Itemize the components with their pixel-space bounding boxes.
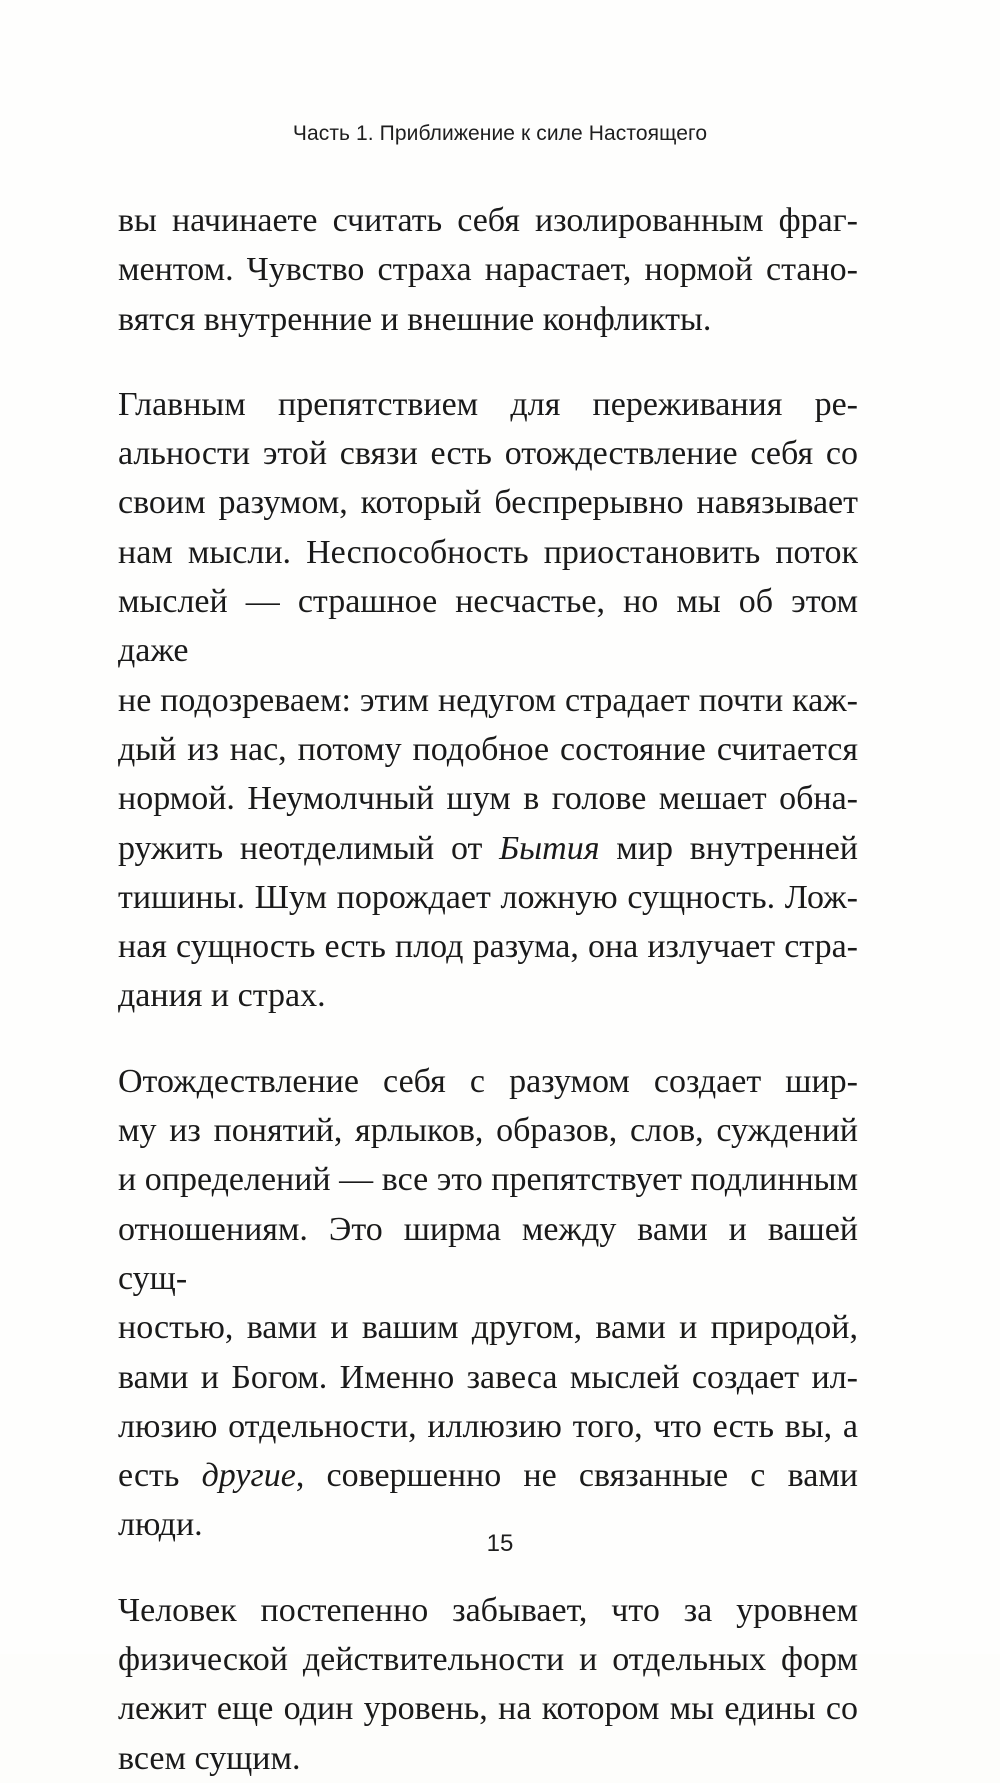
text-line: не подозреваем: этим недугом страдает почти каж- — [118, 681, 858, 719]
text-line: Отождествление себя с разумом создает шир- — [118, 1062, 858, 1100]
paragraph — [118, 380, 858, 1021]
running-header: Часть 1. Приближение к силе Настоящего — [292, 122, 708, 145]
text-line: физической действительности и отдельных форм — [118, 1641, 858, 1679]
text-line: ная сущность есть плод разума, она излучает стра- — [118, 928, 858, 966]
paragraph — [118, 196, 858, 344]
text-line: Главным препятствием для переживания ре- — [118, 385, 858, 423]
text-line: дый из нас, потому подобное состояние считается — [118, 730, 858, 768]
text-line: и определений — все это препятствует подлинным — [118, 1161, 858, 1199]
text-line: нам мысли. Неспособность приостановить поток — [118, 533, 858, 571]
text-line: му из понятий, ярлыков, образов, слов, суждений — [118, 1112, 858, 1150]
text-segment: , совершенно не связанные с вами люди. — [118, 1457, 858, 1544]
emphasis-text: другие — [201, 1457, 296, 1495]
text-line: вами и Богом. Именно завеса мыслей создает ил- — [118, 1358, 858, 1396]
text-line: своим разумом, который беспрерывно навязывает — [118, 484, 858, 522]
text-line: тишины. Шум порождает ложную сущность. Лож- — [118, 878, 858, 916]
text-line: вятся внутренние и внешние конфликты. — [118, 300, 712, 338]
text-segment: ружить неотделимый от — [118, 829, 500, 867]
text-line: альности этой связи есть отождествление себя со — [118, 435, 858, 473]
text-segment: мир внутренней — [599, 829, 858, 867]
page-number: 15 — [486, 1530, 514, 1557]
text-line: лежит еще один уровень, на котором мы едины со — [118, 1690, 858, 1728]
text-line: отношениям. Это ширма между вами и вашей сущ- — [118, 1210, 858, 1297]
text-line: дания и страх. — [118, 977, 326, 1015]
text-line — [118, 824, 858, 873]
text-line: нормой. Неумолчный шум в голове мешает обна- — [118, 780, 858, 818]
text-line: Человек постепенно забывает, что за уровнем — [118, 1591, 858, 1629]
text-line: люзию отдельности, иллюзию того, что есть вы, а — [118, 1407, 858, 1445]
emphasis-text: Бытия — [499, 829, 600, 867]
text-line: мыслей — страшное несчастье, но мы об этом даже — [118, 583, 858, 670]
text-line: вы начинаете считать себя изолированным фраг- — [118, 202, 858, 239]
paragraph — [118, 1057, 858, 1550]
text-line: всем сущим. — [118, 1739, 301, 1777]
text-line: ментом. Чувство страха нарастает, нормой стано- — [118, 251, 858, 289]
paragraph — [118, 1586, 858, 1783]
text-line: ностью, вами и вашим другом, вами и природой, — [118, 1309, 858, 1347]
text-segment: есть — [118, 1457, 202, 1495]
